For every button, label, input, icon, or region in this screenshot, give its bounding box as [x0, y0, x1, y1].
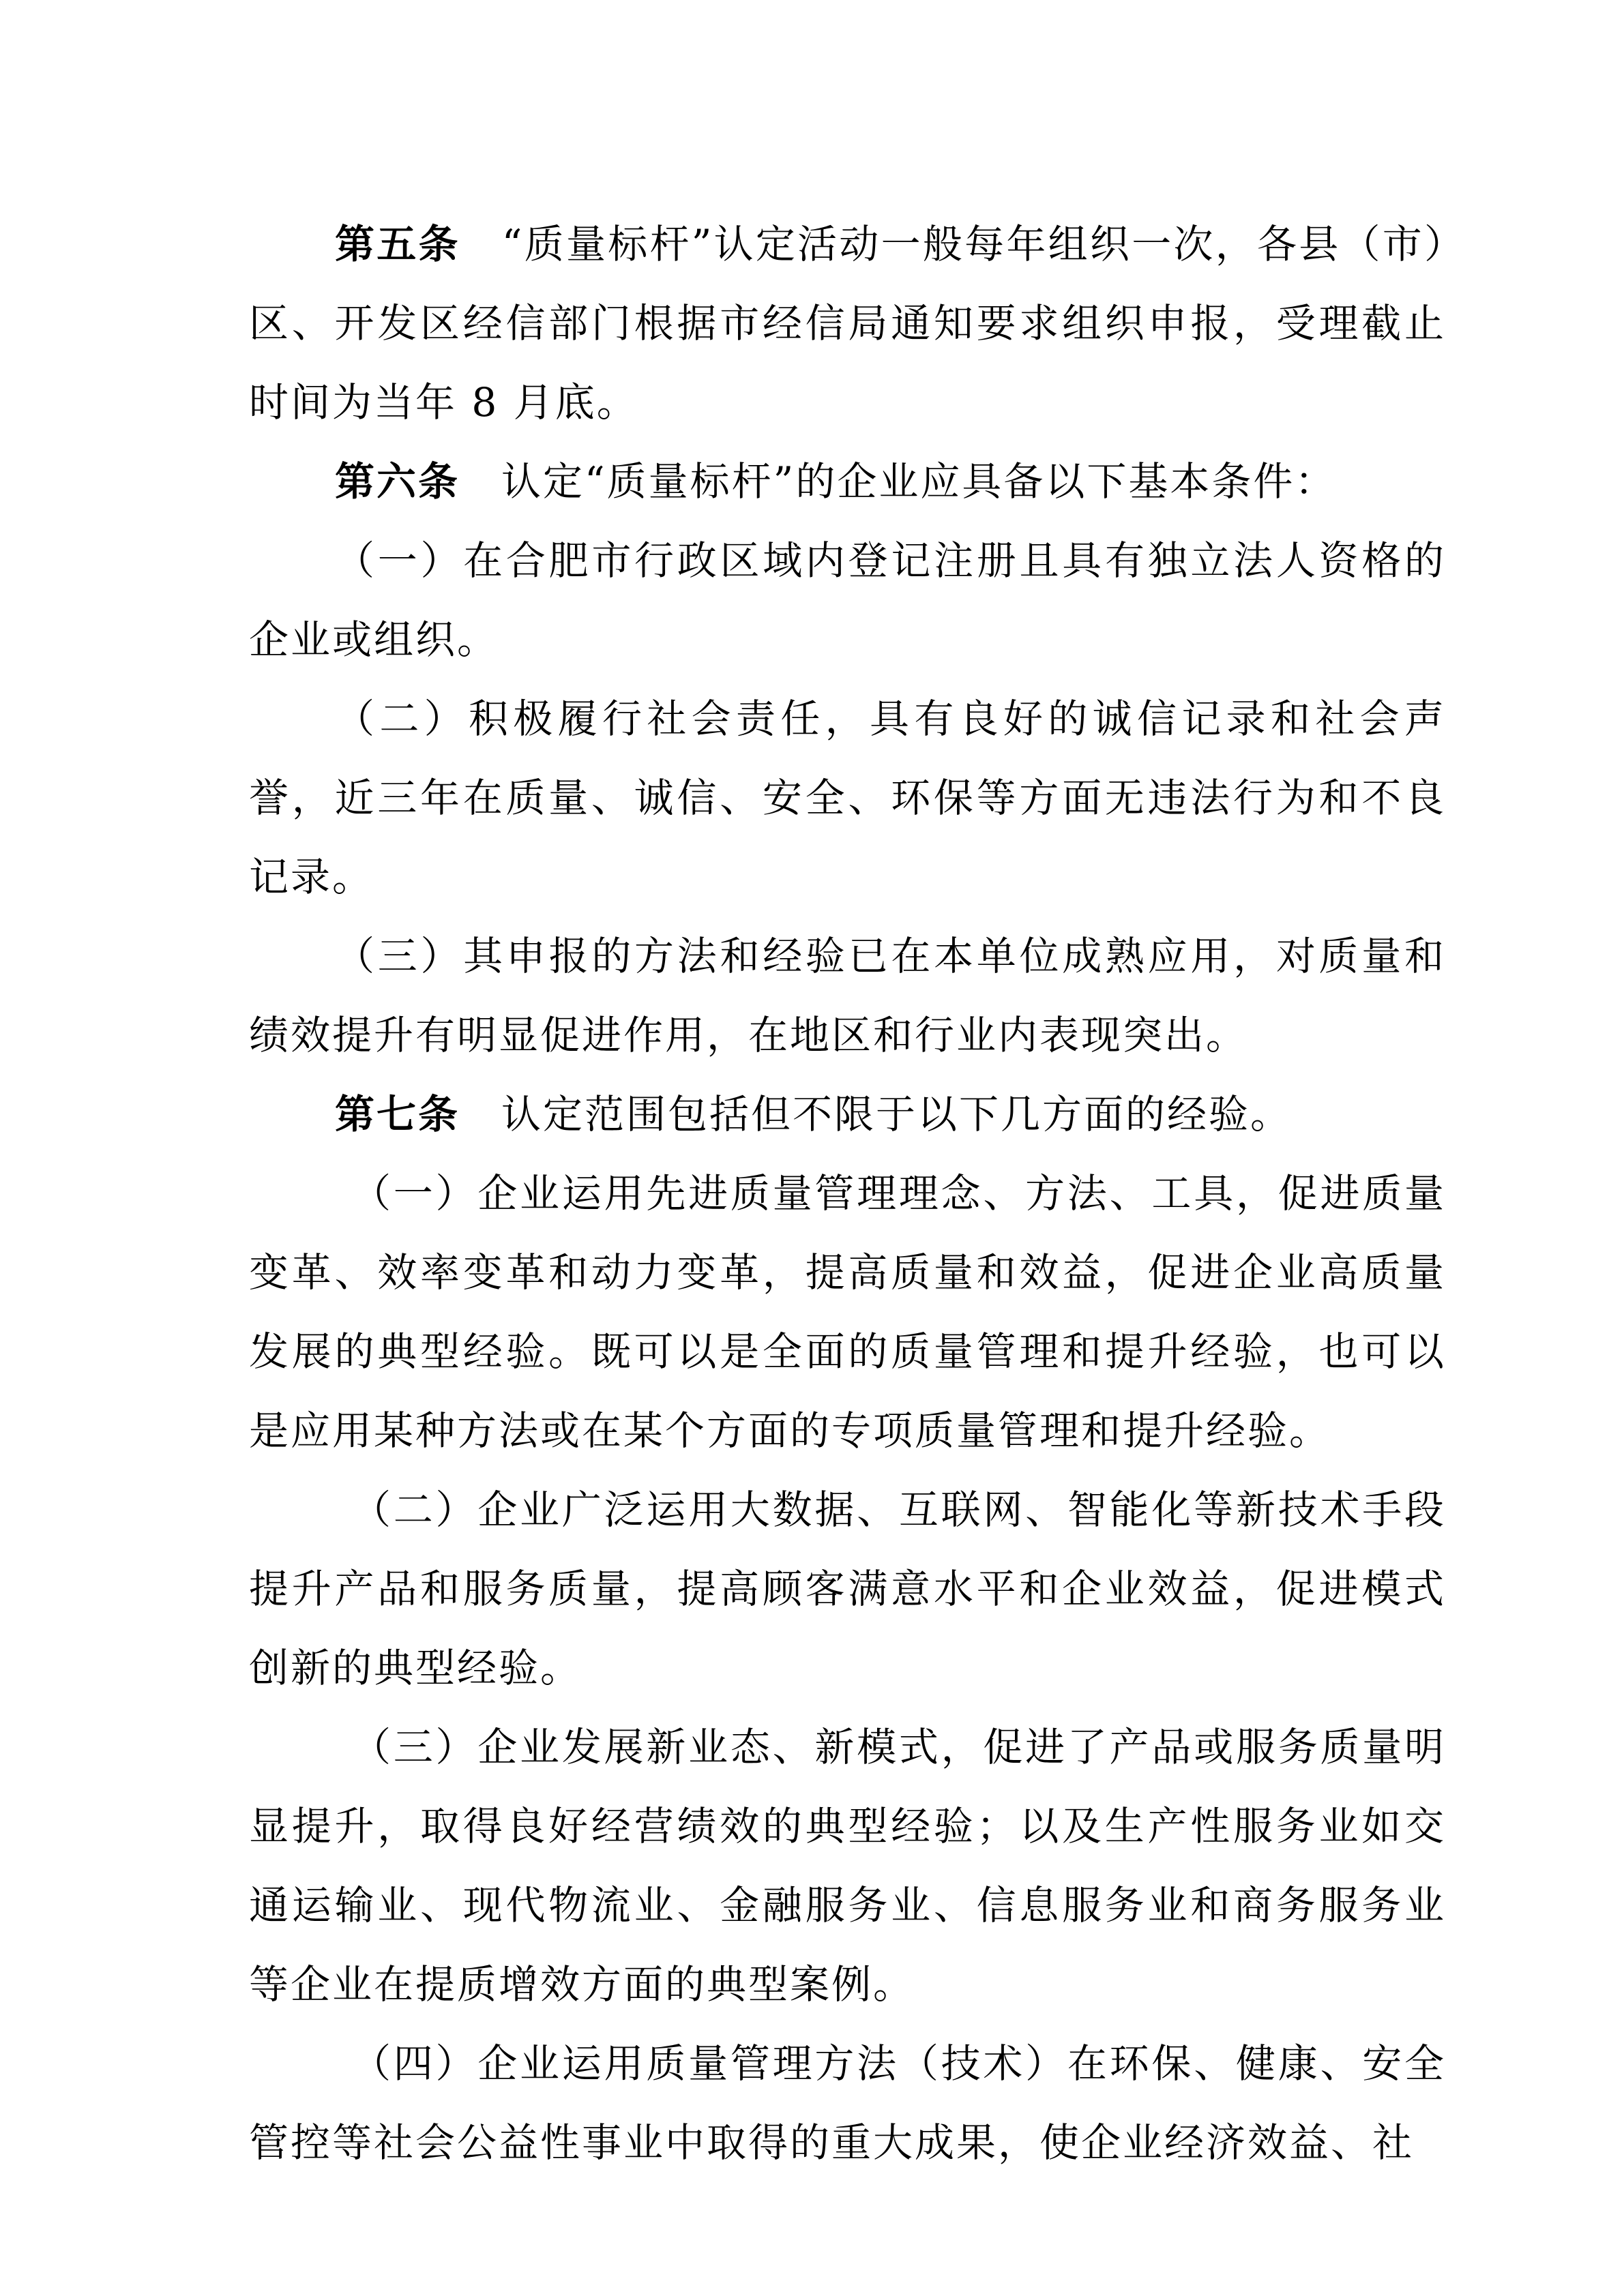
article-heading: 第七条	[335, 1091, 460, 1137]
article-heading: 第五条	[335, 221, 460, 267]
article-text: 认定范围包括但不限于以下几方面的经验。	[501, 1091, 1293, 1137]
article-6-item-2: （二）积极履行社会责任，具有良好的诚信记录和社会声誉，近三年在质量、诚信、安全、环保等方面无违法行为和不良记录。	[249, 696, 1446, 900]
article-5	[249, 205, 1446, 442]
article-6	[249, 442, 1446, 521]
document-body	[249, 205, 1446, 2182]
article-7-item-2: （二）企业广泛运用大数据、互联网、智能化等新技术手段提升产品和服务质量，提高顾客满意水平和企业效益，促进模式创新的典型经验。	[249, 1487, 1446, 1691]
article-heading: 第六条	[335, 458, 460, 505]
article-7-item-1: （一）企业运用先进质量管理理念、方法、工具，促进质量变革、效率变革和动力变革，提高质量和效益，促进企业高质量发展的典型经验。既可以是全面的质量管理和提升经验，也可以是应用某种方法或在某个方面的专项质量管理和提升经验。	[249, 1170, 1446, 1454]
article-text: 认定“质量标杆”的企业应具备以下基本条件：	[501, 458, 1337, 505]
article-6-item-1: （一）在合肥市行政区域内登记注册且具有独立法人资格的企业或组织。	[249, 537, 1446, 663]
article-7-item-3: （三）企业发展新业态、新模式，促进了产品或服务质量明显提升，取得良好经营绩效的典型经验；以及生产性服务业如交通运输业、现代物流业、金融服务业、信息服务业和商务服务业等企业在提质增效方面的典型案例。	[249, 1724, 1446, 2008]
article-7	[249, 1075, 1446, 1154]
article-7-item-4: （四）企业运用质量管理方法（技术）在环保、健康、安全管控等社会公益性事业中取得的重大成果，使企业经济效益、社	[249, 2040, 1446, 2166]
article-text: “质量标杆”认定活动一般每年组织一次，各县（市）区、开发区经信部门根据市经信局通知要求组织申报，受理截止时间为当年 8 月底。	[249, 221, 1446, 426]
article-6-item-3: （三）其申报的方法和经验已在本单位成熟应用，对质量和绩效提升有明显促进作用，在地区和行业内表现突出。	[249, 933, 1446, 1058]
